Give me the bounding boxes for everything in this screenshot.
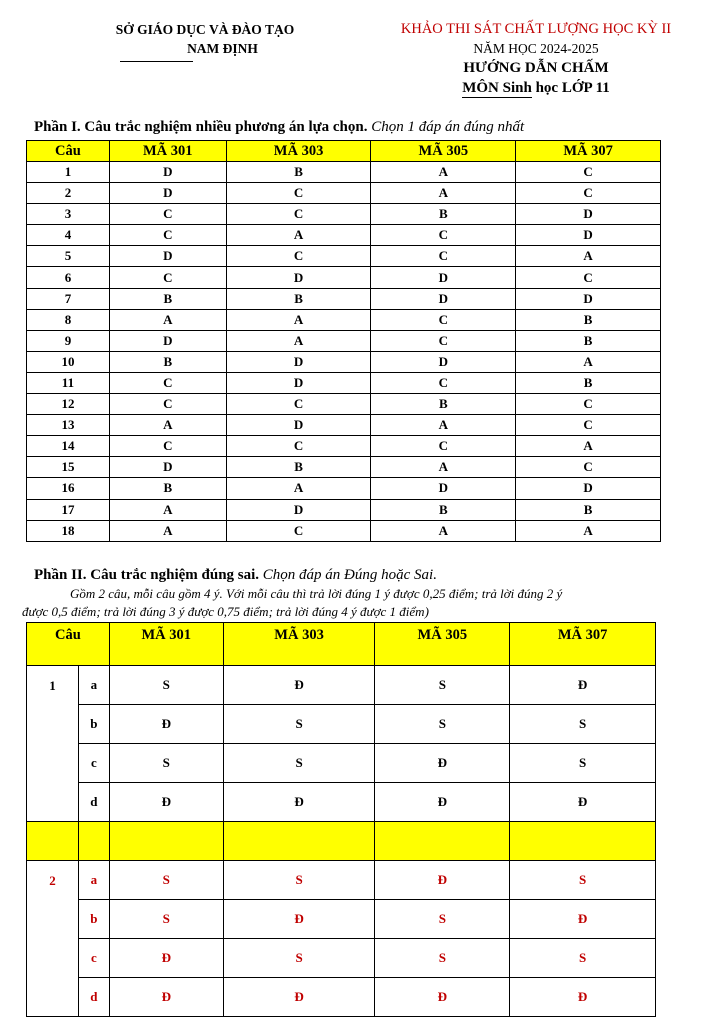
answer-cell: B	[109, 351, 226, 372]
answer-cell: A	[226, 478, 371, 499]
answer-cell: B	[109, 478, 226, 499]
answer-cell: A	[516, 436, 661, 457]
table-row	[27, 939, 656, 978]
answer-cell: A	[226, 330, 371, 351]
subject-line-underlined: MÔN Sinh	[462, 80, 532, 96]
answer-cell: S	[109, 861, 223, 900]
question-number: 2	[27, 183, 110, 204]
answer-cell: C	[226, 204, 371, 225]
question-number: 8	[27, 309, 110, 330]
answer-cell: A	[109, 309, 226, 330]
question-number: 7	[27, 288, 110, 309]
table-row	[27, 204, 661, 225]
answer-cell: D	[226, 499, 371, 520]
answer-cell: D	[371, 351, 516, 372]
question-number: 11	[27, 372, 110, 393]
answer-cell: Đ	[223, 666, 375, 705]
answer-cell: B	[516, 372, 661, 393]
answer-cell: A	[371, 183, 516, 204]
answer-cell: C	[371, 246, 516, 267]
table-row	[27, 415, 661, 436]
table-row	[27, 183, 661, 204]
table-row	[27, 162, 661, 183]
answer-cell: C	[516, 415, 661, 436]
answer-cell: B	[226, 162, 371, 183]
table-row	[27, 666, 656, 705]
statement-letter: a	[78, 666, 109, 705]
answer-cell: S	[223, 861, 375, 900]
answer-cell: Đ	[375, 783, 510, 822]
answer-cell: S	[109, 900, 223, 939]
answer-cell: C	[109, 225, 226, 246]
col-header: Câu	[27, 623, 110, 666]
part2-description	[22, 585, 710, 621]
table-row	[27, 744, 656, 783]
part2-answer-table	[26, 622, 656, 1017]
department-name: SỞ GIÁO DỤC VÀ ĐÀO TẠO	[115, 22, 295, 37]
answer-cell: C	[516, 183, 661, 204]
answer-cell: B	[226, 457, 371, 478]
answer-cell: Đ	[510, 666, 656, 705]
statement-letter: d	[78, 978, 109, 1017]
answer-cell: S	[375, 900, 510, 939]
answer-cell: A	[516, 520, 661, 541]
statement-letter: d	[78, 783, 109, 822]
answer-cell: B	[371, 204, 516, 225]
table-row	[27, 309, 661, 330]
answer-cell: C	[226, 520, 371, 541]
answer-cell: D	[109, 162, 226, 183]
table-row	[27, 330, 661, 351]
answer-cell: C	[226, 246, 371, 267]
part2-title-italic: Chọn đáp án Đúng hoặc Sai.	[262, 567, 437, 583]
table-row	[27, 499, 661, 520]
answer-cell: D	[226, 267, 371, 288]
part2-title	[34, 566, 437, 584]
answer-cell: A	[371, 457, 516, 478]
answer-cell: B	[516, 499, 661, 520]
answer-cell: A	[226, 309, 371, 330]
table-row	[27, 783, 656, 822]
col-header: MÃ 301	[109, 141, 226, 162]
question-number: 3	[27, 204, 110, 225]
answer-cell: B	[371, 394, 516, 415]
answer-cell: D	[371, 478, 516, 499]
col-header: MÃ 305	[375, 623, 510, 666]
answer-cell: D	[516, 478, 661, 499]
answer-cell: S	[375, 939, 510, 978]
answer-cell: C	[371, 372, 516, 393]
answer-cell: C	[371, 309, 516, 330]
answer-cell: Đ	[375, 861, 510, 900]
answer-cell: B	[516, 330, 661, 351]
table-row	[27, 705, 656, 744]
question-number: 1	[27, 162, 110, 183]
table-row	[27, 267, 661, 288]
answer-cell: Đ	[375, 744, 510, 783]
subject-line-rest: học LỚP 11	[531, 80, 610, 96]
answer-cell: C	[371, 330, 516, 351]
answer-cell: D	[516, 225, 661, 246]
answer-cell: A	[109, 415, 226, 436]
answer-cell: S	[510, 861, 656, 900]
table-row	[27, 225, 661, 246]
answer-cell: D	[226, 372, 371, 393]
answer-cell: D	[371, 267, 516, 288]
answer-cell: C	[109, 372, 226, 393]
subject-line	[378, 78, 694, 99]
answer-cell: A	[371, 162, 516, 183]
answer-cell: S	[510, 939, 656, 978]
statement-letter: b	[78, 705, 109, 744]
table-row	[27, 861, 656, 900]
answer-cell: D	[516, 288, 661, 309]
answer-cell: B	[516, 309, 661, 330]
table-row	[27, 978, 656, 1017]
answer-cell: S	[375, 705, 510, 744]
part1-title-italic: Chọn 1 đáp án đúng nhất	[371, 119, 525, 135]
col-header: MÃ 307	[510, 623, 656, 666]
part1-title	[34, 118, 524, 136]
answer-cell: S	[109, 666, 223, 705]
answer-cell: S	[375, 666, 510, 705]
answer-cell: A	[516, 246, 661, 267]
part1-title-bold: Phần I. Câu trắc nghiệm nhiều phương án lựa chọn.	[34, 119, 368, 135]
answer-cell: A	[109, 499, 226, 520]
separator-cell	[223, 822, 375, 861]
statement-letter: b	[78, 900, 109, 939]
statement-letter: c	[78, 744, 109, 783]
answer-cell: A	[226, 225, 371, 246]
answer-cell: C	[371, 225, 516, 246]
part1-answer-table	[26, 140, 661, 542]
answer-cell: D	[109, 183, 226, 204]
answer-cell: A	[516, 351, 661, 372]
answer-cell: S	[223, 705, 375, 744]
answer-cell: C	[516, 457, 661, 478]
question-number: 15	[27, 457, 110, 478]
part1-header-row	[27, 141, 661, 162]
question-number: 2	[27, 861, 79, 1017]
question-number: 1	[27, 666, 79, 822]
answer-cell: C	[226, 436, 371, 457]
header-left	[60, 20, 350, 58]
statement-letter: c	[78, 939, 109, 978]
separator-cell	[27, 822, 79, 861]
answer-cell: Đ	[223, 900, 375, 939]
question-number: 17	[27, 499, 110, 520]
answer-cell: S	[510, 705, 656, 744]
separator-row	[27, 822, 656, 861]
separator-cell	[510, 822, 656, 861]
col-header: MÃ 303	[226, 141, 371, 162]
question-number: 9	[27, 330, 110, 351]
answer-cell: Đ	[510, 978, 656, 1017]
answer-cell: A	[371, 520, 516, 541]
col-header: MÃ 307	[516, 141, 661, 162]
table-row	[27, 351, 661, 372]
table-row	[27, 436, 661, 457]
part2-desc-line1: Gồm 2 câu, mỗi câu gồm 4 ý. Với mỗi câu thì trả lời đúng 1 ý được 0,25 điểm; trả lời đúng 2 ý	[70, 586, 563, 601]
province-name: NAM ĐỊNH	[187, 41, 258, 56]
answer-cell: C	[516, 162, 661, 183]
table-row	[27, 394, 661, 415]
answer-cell: C	[226, 183, 371, 204]
answer-cell: Đ	[109, 705, 223, 744]
col-header: MÃ 301	[109, 623, 223, 666]
question-number: 18	[27, 520, 110, 541]
answer-cell: Đ	[109, 978, 223, 1017]
header-divider	[120, 61, 193, 62]
col-header: MÃ 305	[371, 141, 516, 162]
col-header: Câu	[27, 141, 110, 162]
question-number: 6	[27, 267, 110, 288]
answer-cell: Đ	[223, 978, 375, 1017]
answer-cell: B	[371, 499, 516, 520]
answer-cell: Đ	[223, 783, 375, 822]
statement-letter: a	[78, 861, 109, 900]
answer-cell: Đ	[510, 900, 656, 939]
table-row	[27, 520, 661, 541]
answer-cell: C	[516, 267, 661, 288]
table-row	[27, 288, 661, 309]
answer-cell: C	[109, 204, 226, 225]
answer-cell: D	[226, 415, 371, 436]
question-number: 10	[27, 351, 110, 372]
table-row	[27, 900, 656, 939]
answer-cell: S	[510, 744, 656, 783]
question-number: 14	[27, 436, 110, 457]
part2-title-bold: Phần II. Câu trắc nghiệm đúng sai.	[34, 567, 260, 583]
answer-cell: A	[371, 415, 516, 436]
school-year: NĂM HỌC 2024-2025	[473, 41, 599, 56]
separator-cell	[78, 822, 109, 861]
answer-cell: S	[109, 744, 223, 783]
answer-cell: D	[516, 204, 661, 225]
answer-cell: S	[223, 939, 375, 978]
answer-cell: D	[226, 351, 371, 372]
question-number: 16	[27, 478, 110, 499]
answer-cell: C	[226, 394, 371, 415]
table-row	[27, 246, 661, 267]
answer-cell: D	[371, 288, 516, 309]
question-number: 4	[27, 225, 110, 246]
answer-cell: C	[516, 394, 661, 415]
answer-cell: D	[109, 457, 226, 478]
answer-cell: C	[109, 267, 226, 288]
answer-cell: A	[109, 520, 226, 541]
separator-cell	[375, 822, 510, 861]
col-header: MÃ 303	[223, 623, 375, 666]
question-number: 13	[27, 415, 110, 436]
header-right	[378, 20, 694, 99]
answer-cell: B	[109, 288, 226, 309]
table-row	[27, 478, 661, 499]
answer-cell: Đ	[109, 783, 223, 822]
answer-cell: C	[371, 436, 516, 457]
answer-cell: C	[109, 394, 226, 415]
answer-cell: D	[109, 330, 226, 351]
doc-type: HƯỚNG DẪN CHẤM	[463, 60, 609, 76]
answer-cell: D	[109, 246, 226, 267]
separator-cell	[109, 822, 223, 861]
answer-cell: C	[109, 436, 226, 457]
question-number: 12	[27, 394, 110, 415]
answer-cell: B	[226, 288, 371, 309]
part2-desc-line2: được 0,5 điểm; trả lời đúng 3 ý được 0,75 điểm; trả lời đúng 4 ý được 1 điểm)	[22, 604, 429, 619]
answer-cell: Đ	[510, 783, 656, 822]
answer-cell: Đ	[375, 978, 510, 1017]
answer-cell: S	[223, 744, 375, 783]
table-row	[27, 372, 661, 393]
table-row	[27, 457, 661, 478]
question-number: 5	[27, 246, 110, 267]
answer-cell: Đ	[109, 939, 223, 978]
part2-header-row	[27, 623, 656, 666]
exam-title: KHẢO THI SÁT CHẤT LƯỢNG HỌC KỲ II	[400, 21, 672, 37]
